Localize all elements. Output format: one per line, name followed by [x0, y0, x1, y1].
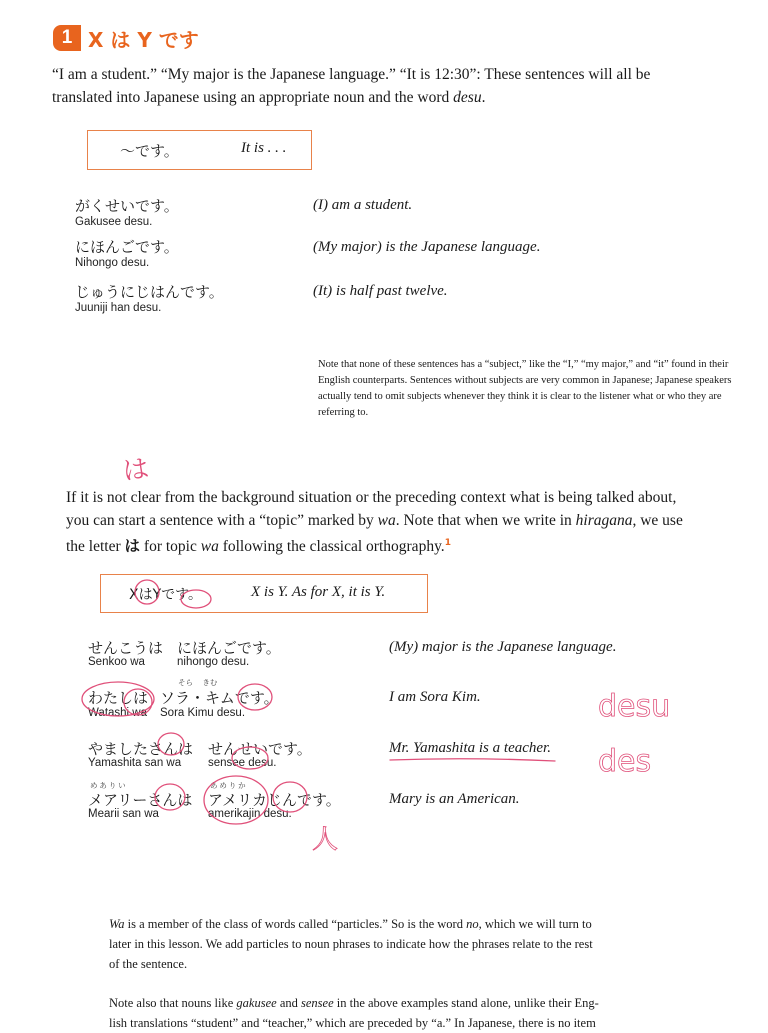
example-romaji-topic: Senkoo wa	[88, 656, 145, 668]
annotation-circle	[232, 747, 268, 769]
nouns-line-2: lish translations “student” and “teacher,” which are preceded by “a.” In Japanese, there is no item	[109, 1016, 596, 1030]
example-jp-comment: ソラ・キムです。	[160, 691, 279, 707]
example-jp: にほんごです。	[75, 240, 179, 256]
handwritten-ha: は	[121, 454, 151, 487]
example-en: (It) is half past twelve.	[313, 283, 448, 299]
section-number-badge: 1	[53, 25, 81, 51]
particles-line-2: later in this lesson. We add particles to noun phrases to indicate how the phrases relate to the rest	[109, 937, 593, 951]
example-jp-topic: せんこうは	[88, 641, 164, 657]
example-romaji-topic: Yamashita san wa	[88, 757, 182, 769]
example-romaji-comment: Sora Kimu desu.	[160, 707, 246, 719]
example-en: (My major) is the Japanese language.	[313, 239, 541, 255]
topic-line-2: you can start a sentence with a “topic” marked by wa. Note that when we write in hiragana, we use	[66, 512, 683, 529]
nouns-line-1: Note also that nouns like gakusee and sensee in the above examples stand alone, unlike their Eng-	[109, 996, 599, 1010]
example-romaji: Gakusee desu.	[75, 216, 153, 228]
handwritten-desu: desu	[598, 689, 671, 724]
intro-line-1: “I am a student.” “My major is the Japanese language.” “It is 12:30”: These sentences will all be	[52, 66, 651, 83]
note-line: actually tend to omit subjects whenever they think it is clear to the listener what or who they are	[318, 391, 722, 402]
note-line: Note that none of these sentences has a “subject,” like the “I,” “my major,” and “it” found in their	[318, 359, 729, 370]
particles-line-1: Wa is a member of the class of words called “particles.” So is the word no, which we will turn to	[109, 917, 592, 931]
annotation-circle	[155, 784, 185, 810]
example-jp-topic: メアリーさんは	[88, 793, 193, 809]
annotation-circle	[238, 684, 272, 710]
annotation-circle	[158, 733, 184, 755]
example-romaji-comment: amerikajin desu.	[208, 808, 292, 820]
example-jp: じゅうにじはんです。	[75, 285, 224, 301]
annotation-circle	[135, 580, 159, 604]
annotation-circle	[204, 776, 268, 824]
example-romaji-topic: Watashi wa	[88, 707, 148, 719]
intro-line-2: translated into Japanese using an appropriate noun and the word desu.	[52, 89, 486, 106]
handwritten-hito: 人	[312, 825, 339, 855]
pattern-en: It is . . .	[241, 140, 287, 156]
example-jp-topic: やましたさんは	[88, 742, 194, 758]
handwritten-des: des	[598, 744, 652, 779]
annotation-circle	[273, 782, 307, 812]
example-jp: がくせいです。	[75, 199, 179, 215]
topic-line-1: If it is not clear from the background situation or the preceding context what is being talked about,	[66, 489, 677, 506]
section-title: X は Y です	[88, 28, 199, 52]
pattern-jp: 〜です。	[120, 144, 179, 160]
ruby-furigana: あ め り か	[210, 781, 246, 790]
example-romaji-topic: Mearii san wa	[88, 808, 159, 820]
topic-line-3: the letter は for topic wa following the classical orthography.$^1$	[66, 537, 451, 556]
example-romaji: Juuniji han desu.	[75, 302, 162, 314]
example-jp-comment: にほんごです。	[177, 641, 281, 657]
pattern-en: X is Y. As for X, it is Y.	[251, 584, 386, 600]
example-en: Mary is an American.	[389, 791, 520, 807]
example-en: Mr. Yamashita is a teacher.	[389, 740, 551, 756]
example-en: I am Sora Kim.	[389, 689, 481, 705]
annotation-underline	[390, 759, 555, 761]
note-line: referring to.	[318, 407, 369, 418]
example-en: (My) major is the Japanese language.	[389, 639, 617, 655]
example-romaji: Nihongo desu.	[75, 257, 150, 269]
annotation-circle	[82, 682, 154, 716]
annotation-circle	[181, 590, 211, 608]
example-romaji-comment: nihongo desu.	[177, 656, 250, 668]
ruby-furigana: そら きむ	[178, 678, 218, 687]
footnote-marker: 1	[444, 538, 451, 548]
pattern-jp: XはYです。	[129, 587, 203, 603]
note-line: English counterparts. Sentences without subjects are very common in Japanese; Japanese speakers	[318, 375, 732, 386]
example-en: (I) am a student.	[313, 197, 413, 213]
example-jp-comment: アメリカじんです。	[208, 793, 341, 809]
example-jp-comment: せんせいです。	[208, 742, 312, 758]
example-jp-topic: わたしは	[88, 691, 149, 707]
annotation-circle	[124, 689, 152, 715]
ruby-furigana: め あ り い	[90, 781, 126, 790]
particles-line-3: of the sentence.	[109, 957, 188, 971]
example-romaji-comment: sensee desu.	[208, 757, 277, 769]
